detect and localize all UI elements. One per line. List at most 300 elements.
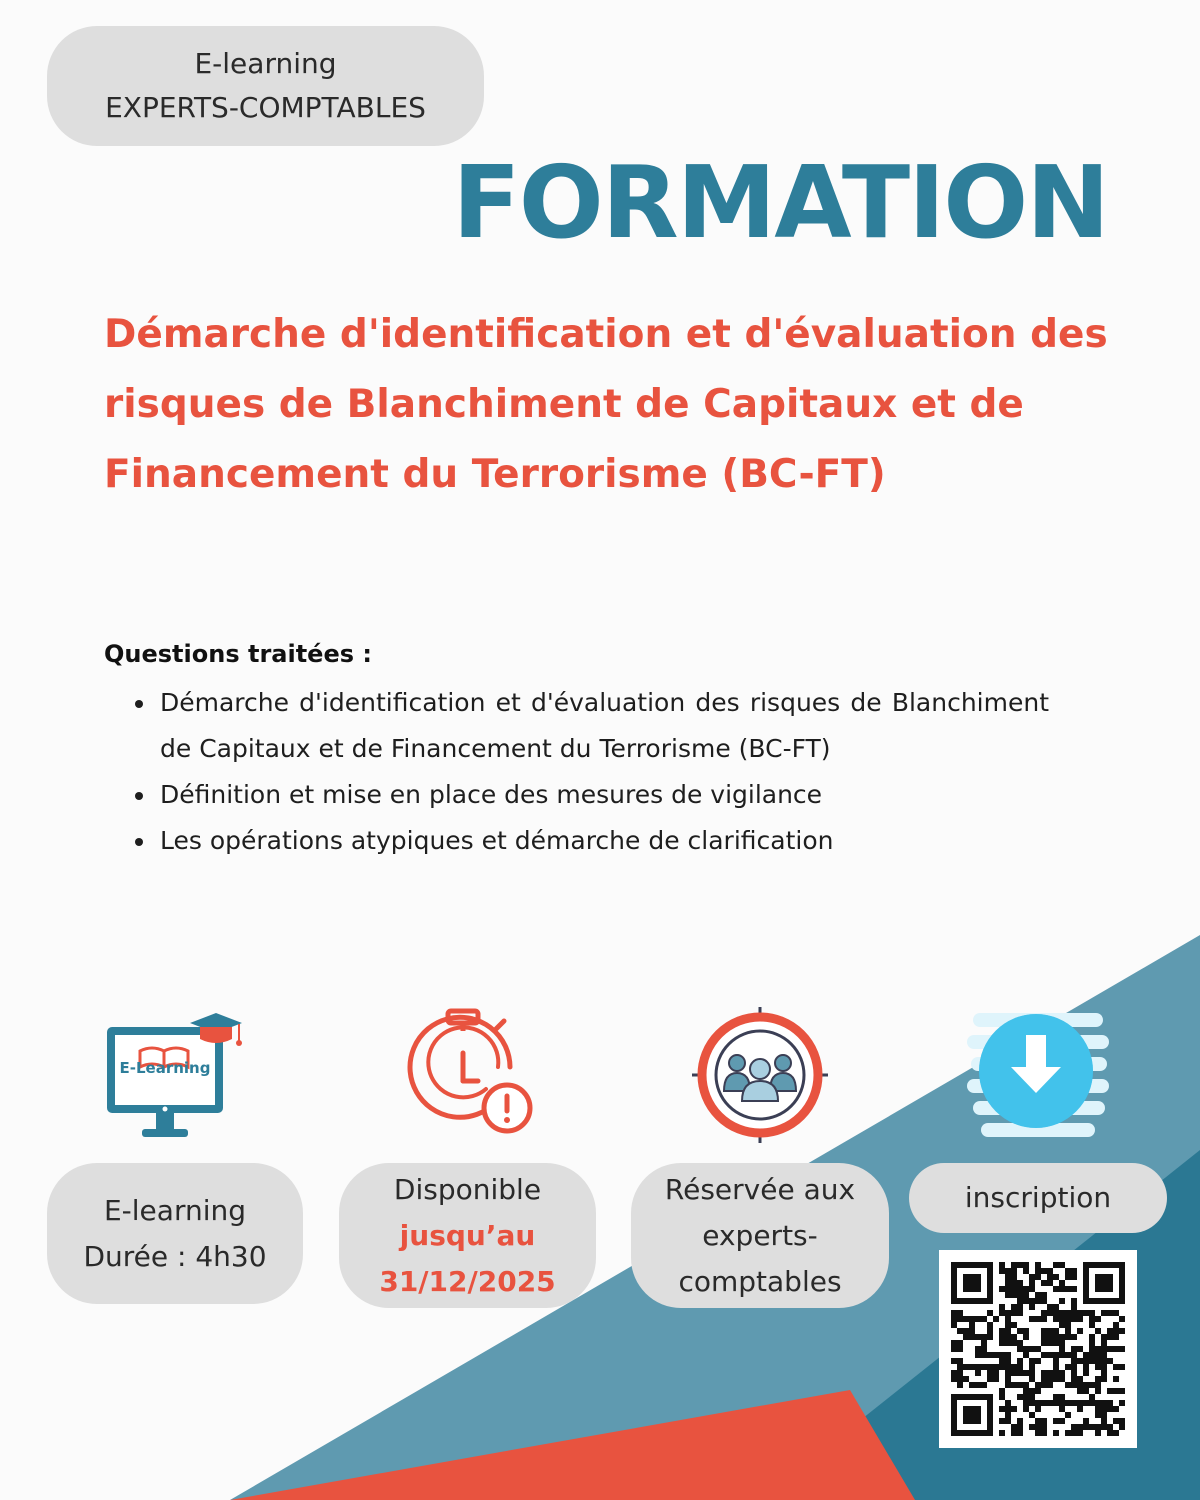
- qr-module: [1101, 1274, 1107, 1280]
- qr-module: [1005, 1334, 1011, 1340]
- qr-module: [963, 1334, 969, 1340]
- qr-module: [1071, 1298, 1077, 1304]
- qr-module: [1047, 1382, 1053, 1388]
- qr-module: [1041, 1334, 1047, 1340]
- qr-module: [1029, 1346, 1035, 1352]
- qr-module: [1077, 1406, 1083, 1412]
- qr-module: [1101, 1418, 1107, 1424]
- qr-module: [987, 1364, 993, 1370]
- qr-module: [1011, 1286, 1017, 1292]
- qr-module: [1095, 1316, 1101, 1322]
- qr-module: [1059, 1310, 1065, 1316]
- qr-module: [951, 1406, 957, 1412]
- qr-module: [1041, 1268, 1047, 1274]
- qr-module: [1023, 1388, 1029, 1394]
- qr-module: [1089, 1352, 1095, 1358]
- qr-module: [1095, 1388, 1101, 1394]
- qr-module: [1059, 1340, 1065, 1346]
- qr-module: [963, 1262, 969, 1268]
- qr-module: [1119, 1400, 1125, 1406]
- qr-module: [957, 1376, 963, 1382]
- qr-module: [987, 1286, 993, 1292]
- qr-module: [1095, 1424, 1101, 1430]
- questions-list: [104, 680, 1049, 864]
- qr-module: [1017, 1298, 1023, 1304]
- qr-module: [1035, 1268, 1041, 1274]
- qr-module: [1083, 1424, 1089, 1430]
- qr-module: [975, 1352, 981, 1358]
- qr-module: [1023, 1352, 1029, 1358]
- qr-module: [1077, 1358, 1083, 1364]
- qr-module: [951, 1274, 957, 1280]
- qr-module: [1017, 1262, 1023, 1268]
- qr-module: [975, 1274, 981, 1280]
- qr-module: [1041, 1400, 1047, 1406]
- qr-module: [1053, 1316, 1059, 1322]
- qr-module: [1083, 1400, 1089, 1406]
- qr-module: [1083, 1268, 1089, 1274]
- qr-module: [1017, 1286, 1023, 1292]
- qr-module: [1053, 1370, 1059, 1376]
- qr-module: [1095, 1280, 1101, 1286]
- qr-module: [969, 1322, 975, 1328]
- qr-module: [1005, 1322, 1011, 1328]
- qr-module: [1089, 1358, 1095, 1364]
- qr-module: [1041, 1430, 1047, 1436]
- qr-module: [987, 1394, 993, 1400]
- qr-module: [981, 1316, 987, 1322]
- qr-module: [957, 1262, 963, 1268]
- qr-module: [1077, 1310, 1083, 1316]
- qr-module: [1053, 1376, 1059, 1382]
- qr-module: [1119, 1280, 1125, 1286]
- qr-module: [1107, 1400, 1113, 1406]
- qr-module: [1101, 1262, 1107, 1268]
- qr-module: [1011, 1280, 1017, 1286]
- qr-module: [1041, 1418, 1047, 1424]
- qr-module: [957, 1310, 963, 1316]
- qr-module: [1059, 1316, 1065, 1322]
- top-badge-line1: E-learning: [194, 47, 337, 80]
- qr-module: [981, 1382, 987, 1388]
- qr-module: [957, 1370, 963, 1376]
- qr-module: [1071, 1364, 1077, 1370]
- qr-module: [951, 1358, 957, 1364]
- qr-module: [1083, 1280, 1089, 1286]
- qr-module: [969, 1262, 975, 1268]
- qr-module: [1053, 1310, 1059, 1316]
- qr-module: [987, 1262, 993, 1268]
- qr-module: [1071, 1286, 1077, 1292]
- qr-module: [1005, 1364, 1011, 1370]
- qr-module: [951, 1322, 957, 1328]
- qr-module: [1083, 1310, 1089, 1316]
- qr-module: [1113, 1364, 1119, 1370]
- qr-module: [1089, 1310, 1095, 1316]
- qr-module: [1113, 1298, 1119, 1304]
- qr-module: [957, 1346, 963, 1352]
- qr-module: [1053, 1394, 1059, 1400]
- qr-module: [975, 1418, 981, 1424]
- qr-module: [1011, 1406, 1017, 1412]
- qr-module: [951, 1310, 957, 1316]
- qr-module: [1101, 1346, 1107, 1352]
- qr-module: [999, 1304, 1005, 1310]
- qr-module: [1095, 1358, 1101, 1364]
- elearning-icon-label: E-Learning: [119, 1059, 211, 1077]
- qr-module: [1107, 1346, 1113, 1352]
- qr-module: [1107, 1274, 1113, 1280]
- qr-module: [1107, 1280, 1113, 1286]
- qr-module: [1065, 1286, 1071, 1292]
- qr-module: [1065, 1316, 1071, 1322]
- qr-module: [1047, 1340, 1053, 1346]
- qr-module: [969, 1430, 975, 1436]
- qr-module: [1059, 1334, 1065, 1340]
- qr-module: [1011, 1430, 1017, 1436]
- availability-line2: jusqu’au: [399, 1218, 536, 1252]
- qr-module: [1107, 1388, 1113, 1394]
- qr-module: [1029, 1412, 1035, 1418]
- qr-module: [987, 1298, 993, 1304]
- qr-module: [1029, 1280, 1035, 1286]
- course-title: Démarche d'identification et d'évaluation des risques de Blanchiment de Capitaux et de Financement du Terrorisme (BC-FT): [104, 312, 1108, 497]
- qr-module: [981, 1352, 987, 1358]
- qr-module: [975, 1382, 981, 1388]
- qr-module: [1011, 1292, 1017, 1298]
- qr-module: [1119, 1274, 1125, 1280]
- qr-module: [1101, 1400, 1107, 1406]
- qr-module: [981, 1394, 987, 1400]
- qr-module: [1017, 1280, 1023, 1286]
- qr-module: [1119, 1316, 1125, 1322]
- qr-code-image: [939, 1250, 1137, 1448]
- qr-module: [1047, 1274, 1053, 1280]
- qr-module: [951, 1424, 957, 1430]
- qr-module: [1059, 1394, 1065, 1400]
- qr-module: [1083, 1358, 1089, 1364]
- qr-module: [999, 1394, 1005, 1400]
- qr-module: [963, 1418, 969, 1424]
- qr-module: [1113, 1262, 1119, 1268]
- qr-module: [969, 1316, 975, 1322]
- qr-module: [1113, 1334, 1119, 1340]
- qr-module: [963, 1298, 969, 1304]
- qr-module: [963, 1364, 969, 1370]
- qr-module: [1113, 1418, 1119, 1424]
- qr-module: [957, 1430, 963, 1436]
- qr-module: [1005, 1328, 1011, 1334]
- qr-module: [1119, 1328, 1125, 1334]
- qr-module: [987, 1430, 993, 1436]
- qr-module: [1095, 1412, 1101, 1418]
- qr-module: [1023, 1406, 1029, 1412]
- qr-module: [1101, 1412, 1107, 1418]
- qr-module: [1041, 1340, 1047, 1346]
- qr-module: [969, 1412, 975, 1418]
- qr-module: [951, 1268, 957, 1274]
- qr-module: [1047, 1352, 1053, 1358]
- qr-module: [1089, 1382, 1095, 1388]
- qr-module: [1113, 1346, 1119, 1352]
- qr-module: [1083, 1292, 1089, 1298]
- qr-module: [969, 1298, 975, 1304]
- qr-module: [987, 1274, 993, 1280]
- qr-module: [987, 1328, 993, 1334]
- qr-module: [981, 1364, 987, 1370]
- qr-code[interactable]: [939, 1250, 1137, 1448]
- qr-module: [1071, 1334, 1077, 1340]
- availability-badge: [339, 1163, 596, 1308]
- qr-module: [1023, 1286, 1029, 1292]
- qr-module: [1107, 1358, 1113, 1364]
- qr-module: [975, 1316, 981, 1322]
- qr-module: [1071, 1304, 1077, 1310]
- qr-module: [969, 1364, 975, 1370]
- qr-module: [987, 1376, 993, 1382]
- qr-module: [999, 1340, 1005, 1346]
- qr-module: [951, 1418, 957, 1424]
- qr-module: [1113, 1430, 1119, 1436]
- qr-module: [975, 1346, 981, 1352]
- qr-module: [1089, 1322, 1095, 1328]
- qr-module: [999, 1268, 1005, 1274]
- qr-module: [963, 1274, 969, 1280]
- qr-module: [981, 1298, 987, 1304]
- qr-module: [999, 1358, 1005, 1364]
- qr-module: [1065, 1334, 1071, 1340]
- qr-module: [999, 1328, 1005, 1334]
- qr-module: [1047, 1400, 1053, 1406]
- qr-module: [1059, 1298, 1065, 1304]
- qr-module: [1059, 1280, 1065, 1286]
- qr-module: [1035, 1430, 1041, 1436]
- qr-module: [951, 1292, 957, 1298]
- qr-module: [999, 1334, 1005, 1340]
- qr-module: [1041, 1328, 1047, 1334]
- qr-module: [999, 1418, 1005, 1424]
- qr-module: [1029, 1400, 1035, 1406]
- qr-module: [1047, 1370, 1053, 1376]
- qr-module: [987, 1280, 993, 1286]
- qr-module: [1071, 1430, 1077, 1436]
- qr-module: [957, 1394, 963, 1400]
- qr-module: [1011, 1340, 1017, 1346]
- qr-module: [1089, 1340, 1095, 1346]
- qr-module: [1041, 1298, 1047, 1304]
- qr-module: [993, 1352, 999, 1358]
- qr-module: [1029, 1424, 1035, 1430]
- qr-module: [975, 1364, 981, 1370]
- qr-module: [1023, 1346, 1029, 1352]
- qr-module: [1005, 1286, 1011, 1292]
- qr-module: [987, 1334, 993, 1340]
- qr-module: [1041, 1382, 1047, 1388]
- top-badge-line2: EXPERTS-COMPTABLES: [105, 91, 426, 124]
- qr-module: [1101, 1376, 1107, 1382]
- qr-module: [1047, 1376, 1053, 1382]
- qr-module: [1011, 1268, 1017, 1274]
- qr-module: [1059, 1370, 1065, 1376]
- qr-module: [1005, 1400, 1011, 1406]
- qr-module: [1095, 1406, 1101, 1412]
- qr-module: [1077, 1400, 1083, 1406]
- qr-module: [1029, 1286, 1035, 1292]
- qr-module: [1017, 1310, 1023, 1316]
- qr-module: [1071, 1370, 1077, 1376]
- qr-module: [969, 1274, 975, 1280]
- qr-module: [1047, 1268, 1053, 1274]
- qr-module: [975, 1412, 981, 1418]
- qr-module: [987, 1418, 993, 1424]
- qr-module: [975, 1394, 981, 1400]
- qr-module: [1041, 1316, 1047, 1322]
- qr-module: [1011, 1322, 1017, 1328]
- qr-module: [981, 1346, 987, 1352]
- qr-module: [969, 1328, 975, 1334]
- qr-module: [1011, 1370, 1017, 1376]
- qr-module: [1011, 1424, 1017, 1430]
- qr-module: [999, 1388, 1005, 1394]
- qr-module: [1083, 1274, 1089, 1280]
- top-badge: [47, 26, 484, 146]
- qr-module: [969, 1406, 975, 1412]
- qr-module: [957, 1340, 963, 1346]
- qr-module: [1083, 1352, 1089, 1358]
- qr-module: [1029, 1304, 1035, 1310]
- qr-module: [987, 1322, 993, 1328]
- qr-module: [951, 1280, 957, 1286]
- qr-module: [1023, 1328, 1029, 1334]
- qr-module: [1059, 1322, 1065, 1328]
- qr-module: [1053, 1286, 1059, 1292]
- qr-module: [951, 1370, 957, 1376]
- audience-line3: comptables: [678, 1264, 842, 1298]
- qr-module: [963, 1286, 969, 1292]
- qr-module: [1059, 1352, 1065, 1358]
- qr-module: [1095, 1298, 1101, 1304]
- qr-module: [1119, 1346, 1125, 1352]
- qr-module: [1089, 1334, 1095, 1340]
- audience-line2: experts-: [702, 1218, 818, 1252]
- qr-module: [1065, 1364, 1071, 1370]
- qr-module: [999, 1310, 1005, 1316]
- qr-module: [999, 1364, 1005, 1370]
- qr-module: [957, 1358, 963, 1364]
- qr-module: [1119, 1268, 1125, 1274]
- qr-module: [1113, 1328, 1119, 1334]
- qr-module: [1017, 1346, 1023, 1352]
- qr-module: [993, 1316, 999, 1322]
- duration-line1: E-learning: [103, 1193, 247, 1227]
- qr-module: [1059, 1262, 1065, 1268]
- qr-module: [1107, 1310, 1113, 1316]
- qr-module: [1005, 1268, 1011, 1274]
- qr-module: [1041, 1370, 1047, 1376]
- qr-module: [1005, 1358, 1011, 1364]
- qr-module: [1017, 1382, 1023, 1388]
- qr-module: [1065, 1310, 1071, 1316]
- qr-module: [975, 1280, 981, 1286]
- inscription-button[interactable]: [909, 1163, 1167, 1233]
- qr-module: [1095, 1274, 1101, 1280]
- qr-module: [1059, 1406, 1065, 1412]
- list-item: Les opérations atypiques et démarche de clarification: [160, 818, 1049, 864]
- qr-module: [1041, 1280, 1047, 1286]
- qr-module: [1065, 1322, 1071, 1328]
- qr-module: [1107, 1424, 1113, 1430]
- qr-module: [1011, 1262, 1017, 1268]
- qr-module: [999, 1286, 1005, 1292]
- qr-module: [1005, 1280, 1011, 1286]
- qr-module: [1071, 1382, 1077, 1388]
- qr-module: [1035, 1358, 1041, 1364]
- qr-module: [1011, 1304, 1017, 1310]
- qr-module: [1107, 1328, 1113, 1334]
- qr-module: [1035, 1388, 1041, 1394]
- qr-module: [1017, 1364, 1023, 1370]
- qr-module: [1005, 1376, 1011, 1382]
- qr-module: [951, 1346, 957, 1352]
- qr-module: [957, 1364, 963, 1370]
- qr-module: [1077, 1316, 1083, 1322]
- qr-module: [987, 1412, 993, 1418]
- qr-module: [1071, 1316, 1077, 1322]
- qr-module: [1035, 1424, 1041, 1430]
- qr-module: [1101, 1298, 1107, 1304]
- qr-module: [951, 1316, 957, 1322]
- qr-module: [1029, 1388, 1035, 1394]
- qr-module: [951, 1262, 957, 1268]
- qr-module: [987, 1406, 993, 1412]
- qr-module: [1005, 1352, 1011, 1358]
- availability-date: 31/12/2025: [379, 1264, 556, 1298]
- qr-module: [1023, 1292, 1029, 1298]
- qr-module: [1053, 1340, 1059, 1346]
- qr-module: [1041, 1376, 1047, 1382]
- qr-module: [963, 1316, 969, 1322]
- qr-module: [1065, 1412, 1071, 1418]
- qr-module: [1029, 1364, 1035, 1370]
- qr-module: [981, 1430, 987, 1436]
- qr-module: [1077, 1430, 1083, 1436]
- qr-module: [1041, 1310, 1047, 1316]
- qr-module: [1071, 1358, 1077, 1364]
- qr-module: [1089, 1400, 1095, 1406]
- qr-module: [1035, 1262, 1041, 1268]
- qr-module: [1071, 1400, 1077, 1406]
- qr-module: [975, 1286, 981, 1292]
- qr-module: [1107, 1334, 1113, 1340]
- qr-module: [1101, 1352, 1107, 1358]
- qr-module: [1071, 1424, 1077, 1430]
- qr-module: [1011, 1310, 1017, 1316]
- qr-module: [1035, 1316, 1041, 1322]
- qr-module: [951, 1298, 957, 1304]
- qr-module: [1113, 1388, 1119, 1394]
- qr-module: [963, 1328, 969, 1334]
- qr-module: [1053, 1304, 1059, 1310]
- qr-module: [975, 1334, 981, 1340]
- qr-module: [1047, 1328, 1053, 1334]
- qr-module: [975, 1298, 981, 1304]
- qr-module: [1089, 1298, 1095, 1304]
- list-item: Définition et mise en place des mesures de vigilance: [160, 772, 1049, 818]
- qr-module: [1053, 1358, 1059, 1364]
- qr-module: [1071, 1376, 1077, 1382]
- qr-module: [1089, 1262, 1095, 1268]
- qr-module: [1017, 1418, 1023, 1424]
